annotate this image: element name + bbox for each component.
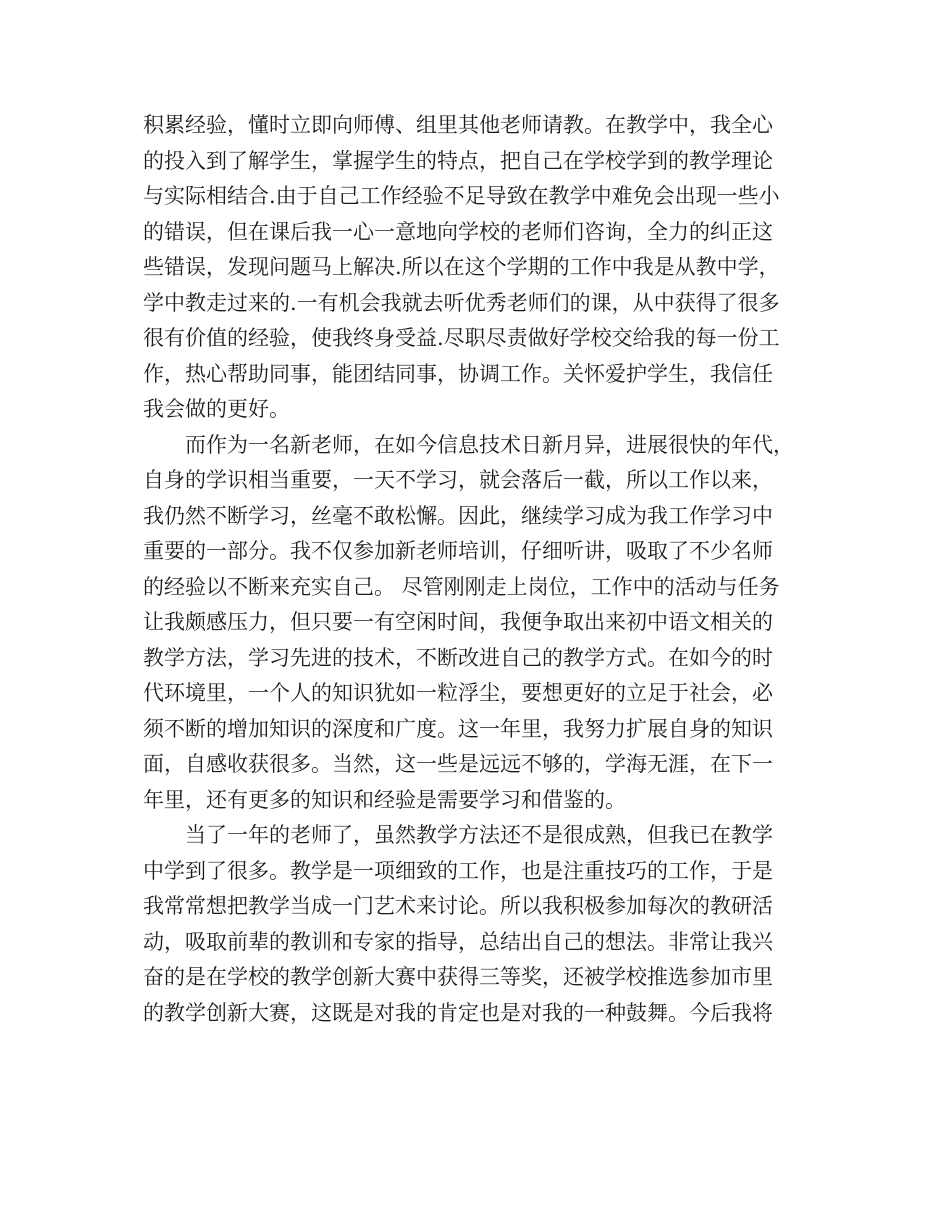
text-line: 中学到了很多。教学是一项细致的工作，也是注重技巧的工作，于是	[143, 858, 773, 883]
text-line: 而作为一名新老师，在如今信息技术日新月异，进展很快的年代，	[143, 432, 794, 457]
text-line: 的教学创新大赛，这既是对我的肯定也是对我的一种鼓舞。今后我将	[143, 1000, 773, 1025]
text-line: 的经验以不断来充实自己。 尽管刚刚走上岗位，工作中的活动与任务	[143, 574, 780, 599]
text-line: 与实际相结合.由于自己工作经验不足导致在教学中难免会出现一些小	[143, 184, 780, 208]
text-line: 教学方法，学习先进的技术，不断改进自己的教学方式。在如今的时	[143, 645, 773, 670]
text-line: 代环境里，一个人的知识犹如一粒浮尘，要想更好的立足于社会，必	[143, 681, 773, 705]
text-line: 当了一年的老师了，虽然教学方法还不是很成熟，但我已在教学	[143, 823, 773, 847]
text-line: 学中教走过来的.一有机会我就去听优秀老师们的课，从中获得了很多	[143, 290, 780, 315]
text-line: 让我颇感压力，但只要一有空闲时间，我便争取出来初中语文相关的	[143, 610, 773, 634]
text-line: 我常常想把教学当成一门艺术来讨论。所以我积极参加每次的教研活	[143, 894, 773, 918]
paragraph-3	[143, 818, 813, 1031]
text-line: 须不断的增加知识的深度和广度。这一年里，我努力扩展自身的知识	[143, 716, 773, 741]
text-line: 很有价值的经验，使我终身受益.尽职尽责做好学校交给我的每一份工	[143, 326, 780, 350]
text-line: 些错误，发现问题马上解决.所以在这个学期的工作中我是从教中学，	[143, 255, 780, 279]
text-line: 的错误，但在课后我一心一意地向学校的老师们咨询，全力的纠正这	[143, 219, 773, 244]
text-line: 动，吸取前辈的教训和专家的指导，总结出自己的想法。非常让我兴	[143, 929, 773, 954]
text-line: 的投入到了解学生，掌握学生的特点，把自己在学校学到的教学理论	[143, 148, 773, 173]
text-line: 重要的一部分。我不仅参加新老师培训，仔细听讲，吸取了不少名师	[143, 539, 773, 563]
text-line: 积累经验，懂时立即向师傅、组里其他老师请教。在教学中，我全心	[143, 113, 773, 137]
text-line: 自身的学识相当重要，一天不学习，就会落后一截，所以工作以来，	[143, 468, 773, 492]
text-line: 作，热心帮助同事，能团结同事，协调工作。关怀爱护学生，我信任	[143, 361, 773, 386]
text-line: 我仍然不断学习，丝毫不敢松懈。因此，继续学习成为我工作学习中	[143, 503, 773, 528]
text-line: 奋的是在学校的教学创新大赛中获得三等奖，还被学校推选参加市里	[143, 965, 773, 989]
paragraph-2	[143, 428, 813, 819]
text-line: 年里，还有更多的知识和经验是需要学习和借鉴的。	[143, 787, 626, 812]
text-line: 面，自感收获很多。当然，这一些是远远不够的，学海无涯，在下一	[143, 752, 773, 776]
paragraph-1	[143, 108, 813, 428]
document-body	[143, 108, 813, 1031]
text-line: 我会做的更好。	[143, 397, 290, 421]
